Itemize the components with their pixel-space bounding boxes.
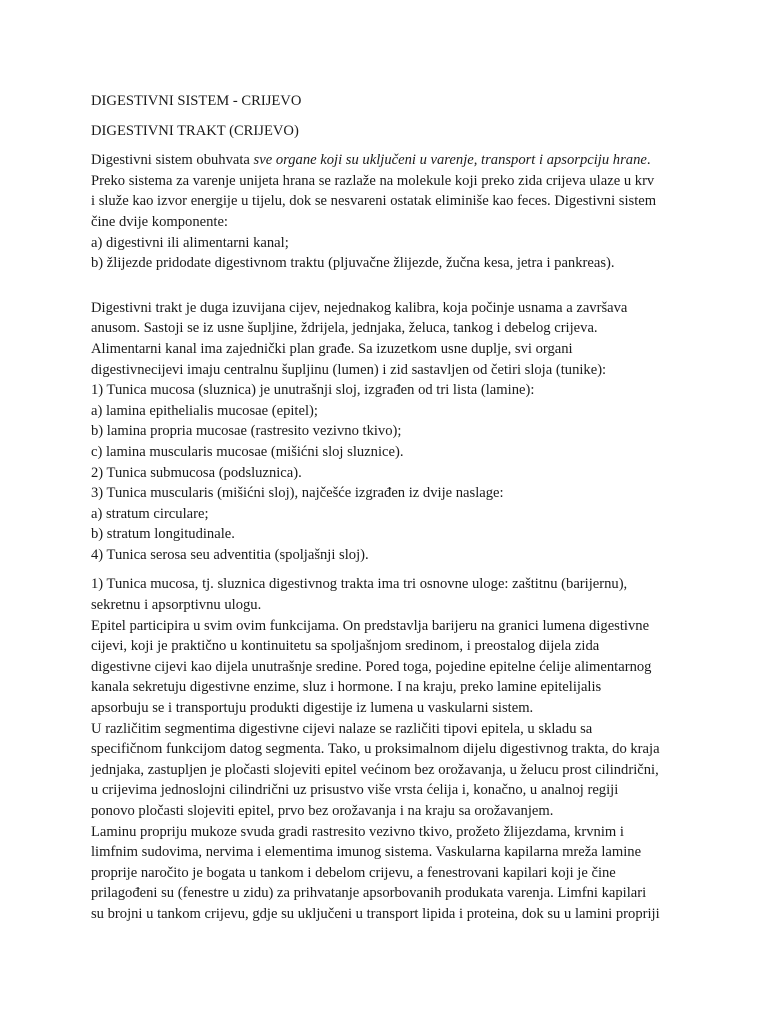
intro-paragraph: [91, 150, 687, 274]
tract-list-item: b) lamina propria mucosae (rastresito vezivno tkivo);: [91, 423, 402, 440]
intro-line: Preko sistema za varenje unijeta hrana se razlaže na molekule koji preko zida crijeva ulaze u krv: [91, 172, 655, 189]
mucosa-line: 1) Tunica mucosa, tj. sluznica digestivnog trakta ima tri osnovne uloge: zaštitnu (barijernu),: [91, 576, 628, 593]
tract-list-item: 1) Tunica mucosa (sluznica) je unutrašnji sloj, izgrađen od tri lista (lamine):: [91, 382, 535, 399]
mucosa-line: apsorbuju se i transportuju produkti digestije iz lumena u vaskularni sistem.: [91, 700, 534, 717]
tract-line: anusom. Sastoji se iz usne šupljine, ždrijela, jednjaka, želuca, tankog i debelog crijeva.: [91, 320, 598, 337]
tract-list-item: 2) Tunica submucosa (podsluznica).: [91, 464, 302, 481]
section-heading: DIGESTIVNI TRAKT (CRIJEVO): [91, 122, 299, 139]
mucosa-line: cijevi, koji je praktično u kontinuitetu sa spoljašnjom sredinom, i preostalog dijela zida: [91, 638, 600, 655]
mucosa-line: Laminu propriju mukoze svuda gradi rastresito vezivno tkivo, prožeto žlijezdama, krvnim i: [91, 823, 624, 840]
tract-line: Alimentarni kanal ima zajednički plan građe. Sa izuzetkom usne duplje, svi organi: [91, 340, 573, 357]
intro-list-item: b) žlijezde pridodate digestivnom traktu (pljuvačne žlijezde, žučna kesa, jetra i pankreas).: [91, 255, 615, 272]
tract-list-item: c) lamina muscularis mucosae (mišićni sloj sluznice).: [91, 443, 404, 460]
mucosa-line: Epitel participira u svim ovim funkcijama. On predstavlja barijeru na granici lumena digestivne: [91, 617, 650, 634]
mucosa-line: u crijevima jednoslojni cilindrični uz prisustvo više vrsta ćelija i, konačno, u analnoj regiji: [91, 782, 619, 799]
document-body: [91, 91, 687, 925]
mucosa-line: prilagođeni su (fenestre u zidu) za prihvatanje apsorbovanih produkata varenja. Limfni kapilari: [91, 885, 647, 902]
mucosa-line: sekretnu i apsorptivnu ulogu.: [91, 597, 262, 614]
mucosa-line: proprije naročito je bogata u tankom i debelom crijevu, a fenestrovani kapilari koji je čine: [91, 864, 616, 881]
tract-list-item: 3) Tunica muscularis (mišićni sloj), najčešće izgrađen iz dvije naslage:: [91, 485, 504, 502]
tract-line: digestivnecijevi imaju centralnu šupljinu (lumen) i zid sastavljen od četiri sloja (tunike):: [91, 361, 607, 378]
intro-line: [91, 150, 687, 171]
intro-emphasis: sve organe koji su uključeni u varenje, transport i apsorpciju hrane: [253, 152, 647, 169]
mucosa-line: limfnim sudovima, nervima i elementima imunog sistema. Vaskularna kapilarna mreža lamine: [91, 844, 642, 861]
mucosa-line: ponovo pločasti slojeviti epitel, prvo bez orožavanja i na kraju sa orožavanjem.: [91, 803, 554, 819]
intro-prefix: Digestivni sistem obuhvata: [91, 152, 254, 169]
tract-list-item: a) stratum circulare;: [91, 505, 209, 522]
document-title: DIGESTIVNI SISTEM - CRIJEVO: [91, 93, 302, 109]
mucosa-line: jednjaka, zastupljen je pločasti slojeviti epitel većinom bez orožavanja, u želucu prost cilindrični,: [91, 761, 659, 778]
intro-line: čine dvije komponente:: [91, 213, 228, 230]
tract-list-item: b) stratum longitudinale.: [91, 526, 235, 543]
tract-list-item: a) lamina epithelialis mucosae (epitel);: [91, 402, 318, 419]
mucosa-line: specifičnom funkcijom datog segmenta. Tako, u proksimalnom dijelu digestivnog trakta, do kraja: [91, 741, 660, 758]
mucosa-line: kanala sekretuju digestivne enzime, sluz i hormone. I na kraju, preko lamine epitelijalis: [91, 679, 602, 696]
intro-list-item: a) digestivni ili alimentarni kanal;: [91, 234, 289, 251]
intro-suffix: .: [646, 152, 651, 169]
mucosa-line: su brojni u tankom crijevu, gdje su uključeni u transport lipida i proteina, dok su u lamini propriji: [91, 905, 660, 922]
mucosa-line: U različitim segmentima digestivne cijevi nalaze se različiti tipovi epitela, u skladu sa: [91, 720, 593, 737]
tract-list-item: 4) Tunica serosa seu adventitia (spoljašnji sloj).: [91, 546, 369, 563]
mucosa-line: digestivne cijevi kao dijela unutrašnje sredine. Pored toga, pojedine epitelne ćelije alimentarnog: [91, 658, 652, 675]
tract-paragraph: [91, 298, 687, 566]
tract-line: Digestivni trakt je duga izuvijana cijev, nejednakog kalibra, koja počinje usnama a završava: [91, 299, 628, 316]
intro-line: i služe kao izvor energije u tijelu, dok se nesvareni ostatak eliminiše kao feces. Digestivni sistem: [91, 193, 657, 210]
mucosa-paragraph: [91, 574, 687, 924]
